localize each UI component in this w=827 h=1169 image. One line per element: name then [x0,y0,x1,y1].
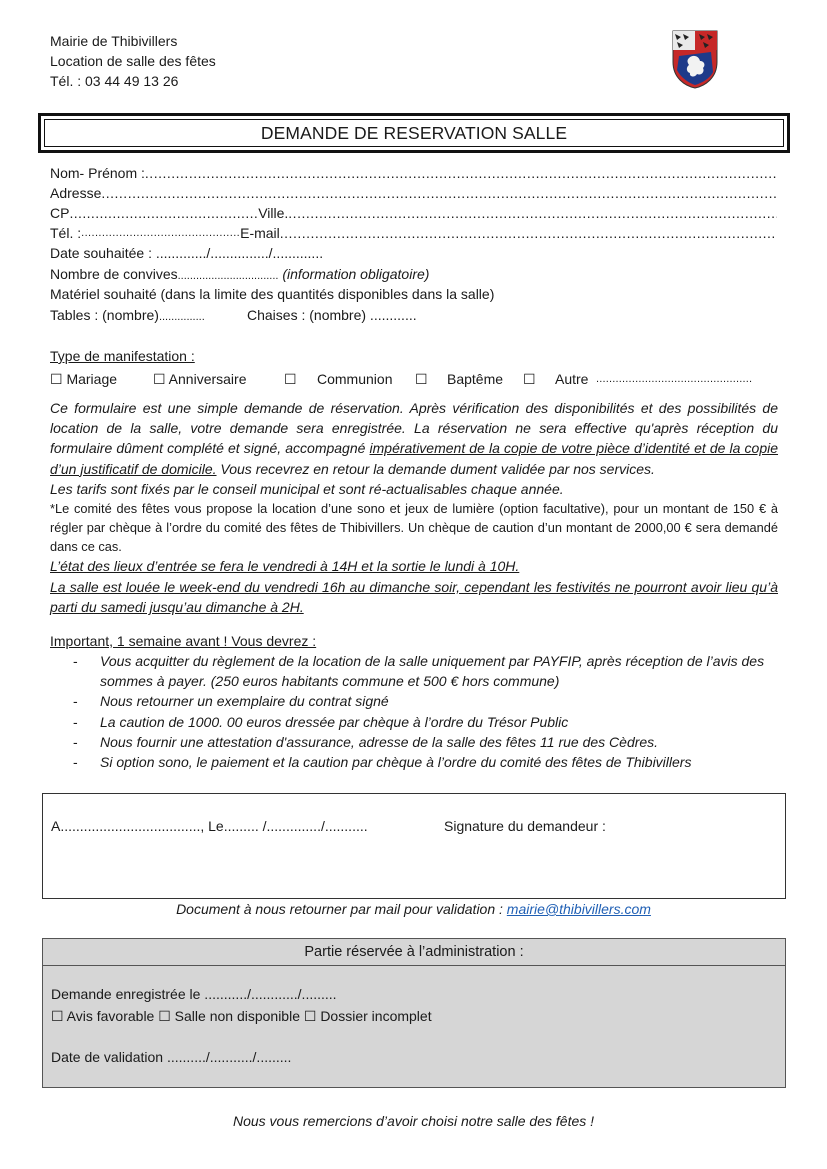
inventory-times-note: L’état des lieux d’entrée se fera le vendredi à 14H et la sortie le lundi à 10H. [50,558,520,574]
signature-label: Signature du demandeur : [444,818,606,834]
signature-box[interactable] [42,793,786,899]
chairs-label: Chaises : (nombre) ............ [247,307,417,323]
tel-label: Tél. : [50,225,82,241]
list-item: - Nous retourner un exemplaire du contrat signé [73,693,389,710]
cp-label: CP [50,205,70,221]
city-label: Ville. [258,205,289,221]
tables-dots: ............... [158,311,205,323]
bapteme-label: Baptême [447,371,504,387]
place-date-field[interactable]: A...................................., Le......... /............../........... [51,818,368,834]
form-title: DEMANDE DE RESERVATION SALLE [260,122,568,143]
important-list [50,651,780,772]
checkbox-bapteme-box[interactable]: ☐ [415,371,428,387]
cp-dots: ............................................ [69,205,259,221]
address-label: Adresse [50,185,102,201]
checkbox-mariage[interactable]: ☐ Mariage [50,371,118,387]
tables-label: Tables : (nombre) [50,307,159,323]
cp-city-field[interactable] [50,203,777,223]
list-item: - Vous acquitter du règlement de la location de la salle uniquement par PAYFIP, après réception de l’avis des sommes à payer. (250 euros habitants commune et 500 € hors commune) [73,653,765,690]
phone-number: Tél. : 03 44 49 13 26 [50,73,179,89]
header-address [50,31,216,91]
phone-email-field[interactable] [50,223,777,243]
info-text-required-docs: impérativement de la copie de votre pièce d’identité et de la copie d’un justificatif de domicile. [50,440,779,477]
contact-email-link[interactable]: mairie@thibivillers.com [506,901,651,917]
admin-validation-date: Date de validation ........../.........../......... [51,1049,292,1065]
info-text-b: Vous recevrez en retour la demande dument validée par nos services. [216,460,655,477]
autre-dots[interactable]: ................................................ [596,373,753,385]
guests-field[interactable] [50,264,777,284]
info-paragraph [50,398,778,479]
admin-heading: Partie réservée à l’administration : [43,939,785,966]
equipment-label: Matériel souhaité (dans la limite des quantités disponibles dans la salle) [50,286,495,302]
email-dots [280,223,777,243]
sound-option-note: *Le comité des fêtes vous propose la location d’une sono et jeux de lumière (option facultative), pour un montant de 150 € à régler par chèque à l’ordre du comité des fêtes de Thibivillers. Un chèque de caution d’un montant de 2000,00 € sera demandé dans ce cas. [50,501,778,554]
event-type-heading: Type de manifestation : [50,348,195,364]
return-text: Document à nous retourner par mail pour validation : [176,901,507,917]
guests-label: Nombre de convives [50,266,178,282]
admin-options: ☐ Avis favorable ☐ Salle non disponible ☐ Dossier incomplet [51,1008,432,1024]
communion-label: Communion [317,371,393,387]
checkbox-anniversaire[interactable]: ☐ Anniversaire [153,371,247,387]
autre-label: Autre [555,371,589,387]
list-item: - Si option sono, le paiement et la caution par chèque à l’ordre du comité des fêtes de Thibivillers [73,754,692,771]
list-item: - La caution de 1000. 00 euros dressée par chèque à l’ordre du Trésor Public [73,713,569,730]
location-label: Location de salle des fêtes [50,53,216,69]
checkbox-communion-box[interactable]: ☐ [284,371,297,387]
return-instructions [0,901,827,917]
guests-note: (information obligatoire) [278,266,430,282]
name-field[interactable] [50,163,777,183]
mairie-name: Mairie de Thibivillers [50,33,178,49]
thank-you-note: Nous vous remercions d’avoir choisi notre salle des fêtes ! [232,1113,595,1129]
list-item: - Nous fournir une attestation d'assurance, adresse de la salle des fêtes 11 rue des Cèdres. [73,733,659,750]
title-frame [38,113,790,153]
address-dots [101,183,777,203]
admin-registered-date: Demande enregistrée le .........../............/......... [51,986,337,1002]
checkbox-autre-box[interactable]: ☐ [523,371,536,387]
name-label: Nom- Prénom : [50,165,145,181]
info-text-a: Ce formulaire est une simple demande de réservation. Après vérification des disponibilités et des possibilités de location de la salle, votre demande sera enregistrée. La réservation ne sera effective qu'après réception du formulaire dûment complété et signé, accompagné [50,400,778,457]
tables-chairs-field[interactable] [50,305,777,325]
date-field[interactable]: Date souhaitée : ............./.............../............. [50,245,324,261]
name-dots [145,163,777,183]
admin-section [42,938,786,1088]
pricing-note: Les tarifs sont fixés par le conseil municipal et sont ré-actualisables chaque année. [50,481,564,497]
email-label: E-mail [240,225,280,241]
guests-dots: ................................. [177,270,279,282]
weekend-rental-note: La salle est louée le week-end du vendredi 16h au dimanche soir, cependant les festivités ne pourront avoir lieu qu’à parti du samedi jusqu’au dimanche à 2H. [50,579,778,616]
tel-dots: .............................................. [81,227,241,239]
event-type-options [50,369,777,389]
important-heading: Important, 1 semaine avant ! Vous devrez : [50,633,317,649]
address-field[interactable] [50,183,777,203]
city-dots [288,203,777,223]
coat-of-arms-icon [669,28,721,90]
